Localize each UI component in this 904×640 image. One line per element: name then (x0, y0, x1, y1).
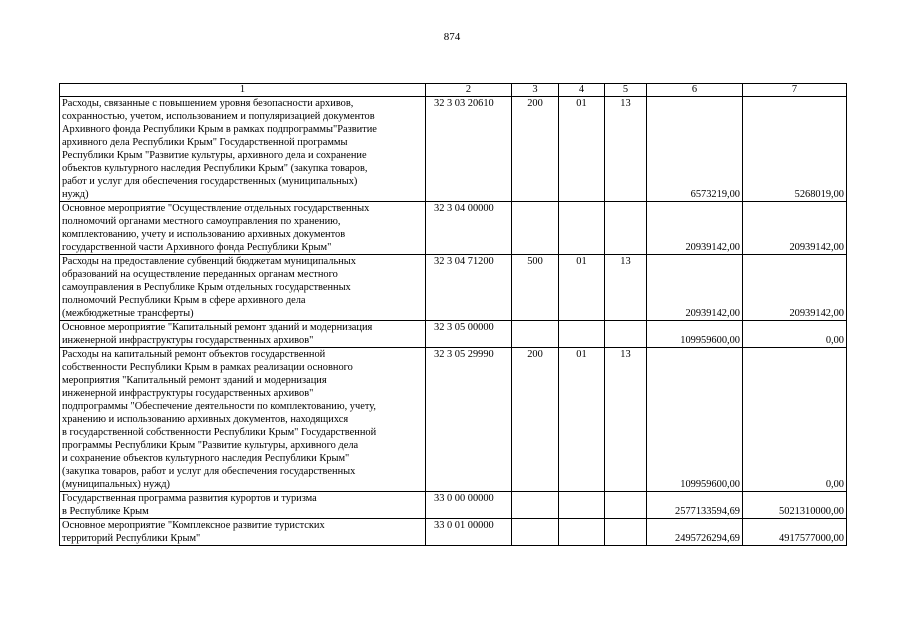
section-code (559, 202, 605, 255)
table-row (60, 348, 847, 492)
amount-column-7: 4917577000,00 (743, 519, 847, 546)
target-article-code: 33 0 00 00000 (426, 492, 512, 519)
expense-type-code: 200 (512, 348, 559, 492)
description-line: архивного дела Республики Крым" Государственной программы (62, 137, 348, 148)
description-line: Республики Крым "Развитие культуры, архивного дела и сохранение (62, 150, 367, 161)
table-row (60, 202, 847, 255)
row-description (60, 97, 426, 202)
description-line: полномочий органами местного самоуправления по хранению, (62, 216, 341, 227)
expense-type-code (512, 202, 559, 255)
description-line: Основное мероприятие "Осуществление отдельных государственных (62, 203, 370, 214)
description-line: сохранностью, учетом, использованием и популяризацией документов (62, 111, 375, 122)
subsection-code: 13 (605, 97, 647, 202)
column-header-1: 1 (60, 84, 426, 97)
description-line: объектов культурного наследия Республики Крым" (закупка товаров, (62, 163, 368, 174)
target-article-code: 32 3 05 29990 (426, 348, 512, 492)
amount-column-6: 20939142,00 (647, 255, 743, 321)
subsection-code (605, 202, 647, 255)
subsection-code: 13 (605, 255, 647, 321)
budget-table (59, 83, 847, 546)
amount-column-7: 0,00 (743, 321, 847, 348)
table-row (60, 255, 847, 321)
section-code: 01 (559, 348, 605, 492)
table-row (60, 321, 847, 348)
amount-column-7: 20939142,00 (743, 202, 847, 255)
row-description (60, 321, 426, 348)
description-line: Расходы на предоставление субвенций бюджетам муниципальных (62, 256, 356, 267)
expense-type-code: 200 (512, 97, 559, 202)
row-description (60, 255, 426, 321)
subsection-code (605, 492, 647, 519)
amount-column-6: 2577133594,69 (647, 492, 743, 519)
description-line: инженерной инфраструктуры государственных архивов" (62, 388, 314, 399)
subsection-code: 13 (605, 348, 647, 492)
column-header-4: 4 (559, 84, 605, 97)
section-code (559, 519, 605, 546)
column-header-7: 7 (743, 84, 847, 97)
description-line: Основное мероприятие "Капитальный ремонт зданий и модернизация (62, 322, 373, 333)
target-article-code: 32 3 04 71200 (426, 255, 512, 321)
description-line: Расходы, связанные с повышением уровня безопасности архивов, (62, 98, 354, 109)
section-code (559, 492, 605, 519)
amount-column-6: 20939142,00 (647, 202, 743, 255)
description-line: инженерной инфраструктуры государственных архивов" (62, 335, 314, 346)
table-body (60, 97, 847, 546)
description-line: работ и услуг для обеспечения государственных (муниципальных) (62, 176, 358, 187)
description-line: (закупка товаров, работ и услуг для обеспечения государственных (62, 466, 356, 477)
amount-column-7: 5268019,00 (743, 97, 847, 202)
description-line: образований на осуществление переданных органам местного (62, 269, 338, 280)
description-line: и сохранение объектов культурного наследия Республики Крым" (62, 453, 350, 464)
amount-column-6: 109959600,00 (647, 321, 743, 348)
description-line: Архивного фонда Республики Крым в рамках подпрограммы"Развитие (62, 124, 377, 135)
target-article-code: 32 3 03 20610 (426, 97, 512, 202)
page-number: 874 (443, 31, 461, 43)
row-description (60, 519, 426, 546)
description-line: комплектованию, учету и использованию архивных документов (62, 229, 346, 240)
description-line: территорий Республики Крым" (62, 533, 201, 544)
description-line: Государственная программа развития курортов и туризма (62, 493, 317, 504)
description-line: (муниципальных) нужд) (62, 479, 171, 490)
table-row (60, 519, 847, 546)
amount-column-6: 109959600,00 (647, 348, 743, 492)
column-header-3: 3 (512, 84, 559, 97)
target-article-code: 33 0 01 00000 (426, 519, 512, 546)
section-code: 01 (559, 97, 605, 202)
row-description (60, 202, 426, 255)
column-header-6: 6 (647, 84, 743, 97)
column-header-5: 5 (605, 84, 647, 97)
description-line: (межбюджетные трансферты) (62, 308, 194, 319)
amount-column-6: 2495726294,69 (647, 519, 743, 546)
expense-type-code (512, 321, 559, 348)
expense-type-code (512, 519, 559, 546)
section-code: 01 (559, 255, 605, 321)
target-article-code: 32 3 05 00000 (426, 321, 512, 348)
description-line: программы Республики Крым "Развитие культуры, архивного дела (62, 440, 359, 451)
table-row (60, 97, 847, 202)
expense-type-code (512, 492, 559, 519)
target-article-code: 32 3 04 00000 (426, 202, 512, 255)
description-line: подпрограммы "Обеспечение деятельности по комплектованию, учету, (62, 401, 376, 412)
row-description (60, 492, 426, 519)
description-line: полномочий Республики Крым в сфере архивного дела (62, 295, 306, 306)
amount-column-6: 6573219,00 (647, 97, 743, 202)
column-header-2: 2 (426, 84, 512, 97)
description-line: в Республике Крым (62, 506, 149, 517)
amount-column-7: 20939142,00 (743, 255, 847, 321)
subsection-code (605, 321, 647, 348)
description-line: государственной части Архивного фонда Республики Крым" (62, 242, 332, 253)
description-line: Основное мероприятие "Комплексное развитие туристских (62, 520, 325, 531)
description-line: самоуправления в Республике Крым отдельных государственных (62, 282, 351, 293)
description-line: мероприятия "Капитальный ремонт зданий и модернизация (62, 375, 327, 386)
description-line: нужд) (62, 189, 89, 200)
description-line: собственности Республики Крым в рамках реализации основного (62, 362, 353, 373)
table-row (60, 492, 847, 519)
amount-column-7: 0,00 (743, 348, 847, 492)
header-row (60, 84, 847, 97)
section-code (559, 321, 605, 348)
description-line: хранению и использованию архивных документов, находящихся (62, 414, 349, 425)
expense-type-code: 500 (512, 255, 559, 321)
description-line: в государственной собственности Республики Крым" Государственной (62, 427, 377, 438)
amount-column-7: 5021310000,00 (743, 492, 847, 519)
row-description (60, 348, 426, 492)
subsection-code (605, 519, 647, 546)
description-line: Расходы на капитальный ремонт объектов государственной (62, 349, 326, 360)
